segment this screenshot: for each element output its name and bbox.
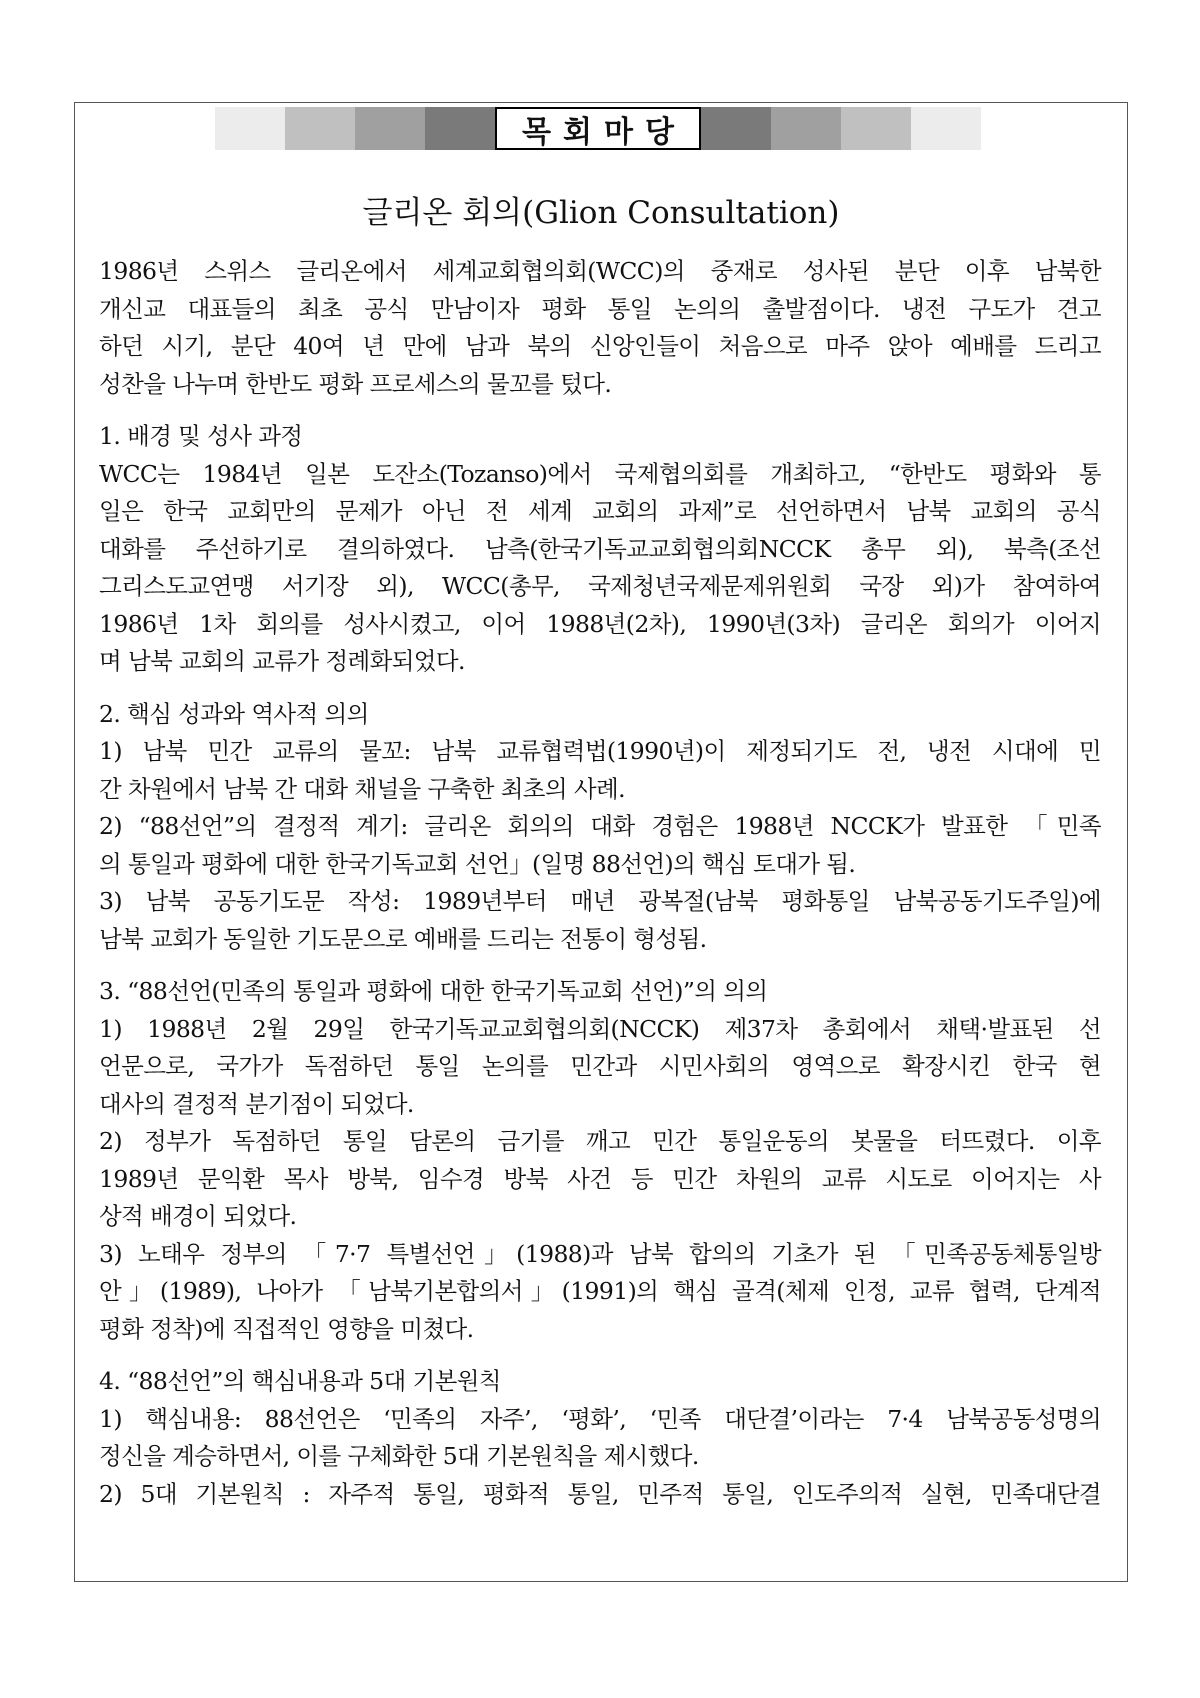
banner-shade <box>355 107 425 150</box>
banner-shade <box>425 107 495 150</box>
banner-shade <box>215 107 285 150</box>
text-line: 1) 1988년 2월 29일 한국기독교교회협의회(NCCK) 제37차 총회에서 채택·발표된 선 <box>99 1014 1101 1043</box>
banner-shade <box>911 107 981 150</box>
text-line: 상적 배경이 되었다. <box>99 1202 297 1230</box>
text-line: 1989년 문익환 목사 방북, 임수경 방북 사건 등 민간 차원의 교류 시도로 이어지는 사 <box>99 1164 1101 1193</box>
text-line: 개신교 대표들의 최초 공식 만남이자 평화 통일 논의의 출발점이다. 냉전 구도가 견고 <box>99 294 1101 323</box>
text-line: 1986년 스위스 글리온에서 세계교회협의회(WCC)의 중재로 성사된 분단 이후 남북한 <box>99 257 1101 285</box>
intro-paragraph <box>99 253 1101 1513</box>
text-line: 정신을 계승하면서, 이를 구체화한 5대 기본원칙을 제시했다. <box>99 1442 699 1470</box>
text-line: 2) “88선언”의 결정적 계기: 글리온 회의의 대화 경험은 1988년 NCCK가 발표한 「민족 <box>99 812 1101 840</box>
banner-shade <box>771 107 841 150</box>
text-line: 3) 노태우 정부의 「7·7 특별선언」(1988)과 남북 합의의 기초가 된 「민족공동체통일방 <box>99 1239 1101 1268</box>
text-line: 언문으로, 국가가 독점하던 통일 논의를 민간과 시민사회의 영역으로 확장시킨 한국 현 <box>99 1052 1101 1080</box>
text-line: 3) 남북 공동기도문 작성: 1989년부터 매년 광복절(남북 평화통일 남북공동기도주일)에 <box>99 887 1101 915</box>
section-heading: 2. 핵심 성과와 역사적 의의 <box>99 699 369 728</box>
text-line: 평화 정착)에 직접적인 영향을 미쳤다. <box>99 1314 474 1343</box>
text-line: 그리스도교연맹 서기장 외), WCC(총무, 국제청년국제문제위원회 국장 외)가 참여하여 <box>99 572 1101 600</box>
text-line: 의 통일과 평화에 대한 한국기독교회 선언」(일명 88선언)의 핵심 토대가 됨. <box>99 849 856 878</box>
text-line: 하던 시기, 분단 40여 년 만에 남과 북의 신앙인들이 처음으로 마주 앉아 예배를 드리고 <box>99 332 1101 360</box>
text-line: 1) 남북 민간 교류의 물꼬: 남북 교류협력법(1990년)이 제정되기도 전, 냉전 시대에 민 <box>99 737 1101 765</box>
section-heading: 3. “88선언(민족의 통일과 평화에 대한 한국기독교회 선언)”의 의의 <box>99 977 768 1005</box>
text-line: 안」(1989), 나아가 「남북기본합의서」(1991)의 핵심 골격(체제 인정, 교류 협력, 단계적 <box>99 1277 1101 1305</box>
banner-shade <box>701 107 771 150</box>
column-banner <box>215 107 985 150</box>
text-line: WCC는 1984년 일본 도잔소(Tozanso)에서 국제협의회를 개최하고, “한반도 평화와 통 <box>99 459 1101 488</box>
text-line: 남북 교회가 동일한 기도문으로 예배를 드리는 전통이 형성됨. <box>99 924 707 953</box>
text-line: 간 차원에서 남북 간 대화 채널을 구축한 최초의 사례. <box>99 774 625 803</box>
text-line: 며 남북 교회의 교류가 정례화되었다. <box>99 647 465 675</box>
text-line: 2) 5대 기본원칙 : 자주적 통일, 평화적 통일, 민주적 통일, 인도주의적 실현, 민족대단결 <box>99 1479 1101 1508</box>
banner-shade <box>285 107 355 150</box>
banner-shade <box>841 107 911 150</box>
text-line: 1) 핵심내용: 88선언은 ‘민족의 자주’, ‘평화’, ‘민족 대단결’이라는 7·4 남북공동성명의 <box>99 1404 1101 1433</box>
text-line: 대화를 주선하기로 결의하였다. 남측(한국기독교교회협의회NCCK 총무 외), 북측(조선 <box>99 534 1101 563</box>
section-heading: 1. 배경 및 성사 과정 <box>99 422 303 450</box>
page-frame <box>74 102 1128 1582</box>
text-line: 2) 정부가 독점하던 통일 담론의 금기를 깨고 민간 통일운동의 봇물을 터뜨렸다. 이후 <box>99 1127 1101 1155</box>
text-line: 성찬을 나누며 한반도 평화 프로세스의 물꼬를 텄다. <box>99 369 612 398</box>
text-line: 일은 한국 교회만의 문제가 아닌 전 세계 교회의 과제”로 선언하면서 남북 교회의 공식 <box>99 497 1101 525</box>
text-line: 1986년 1차 회의를 성사시켰고, 이어 1988년(2차), 1990년(3차) 글리온 회의가 이어지 <box>99 609 1101 638</box>
document-title: 글리온 회의(Glion Consultation) <box>362 195 840 231</box>
column-title: 목회마당 <box>495 107 701 150</box>
text-line: 대사의 결정적 분기점이 되었다. <box>99 1089 414 1118</box>
section-heading: 4. “88선언”의 핵심내용과 5대 기본원칙 <box>99 1367 501 1395</box>
